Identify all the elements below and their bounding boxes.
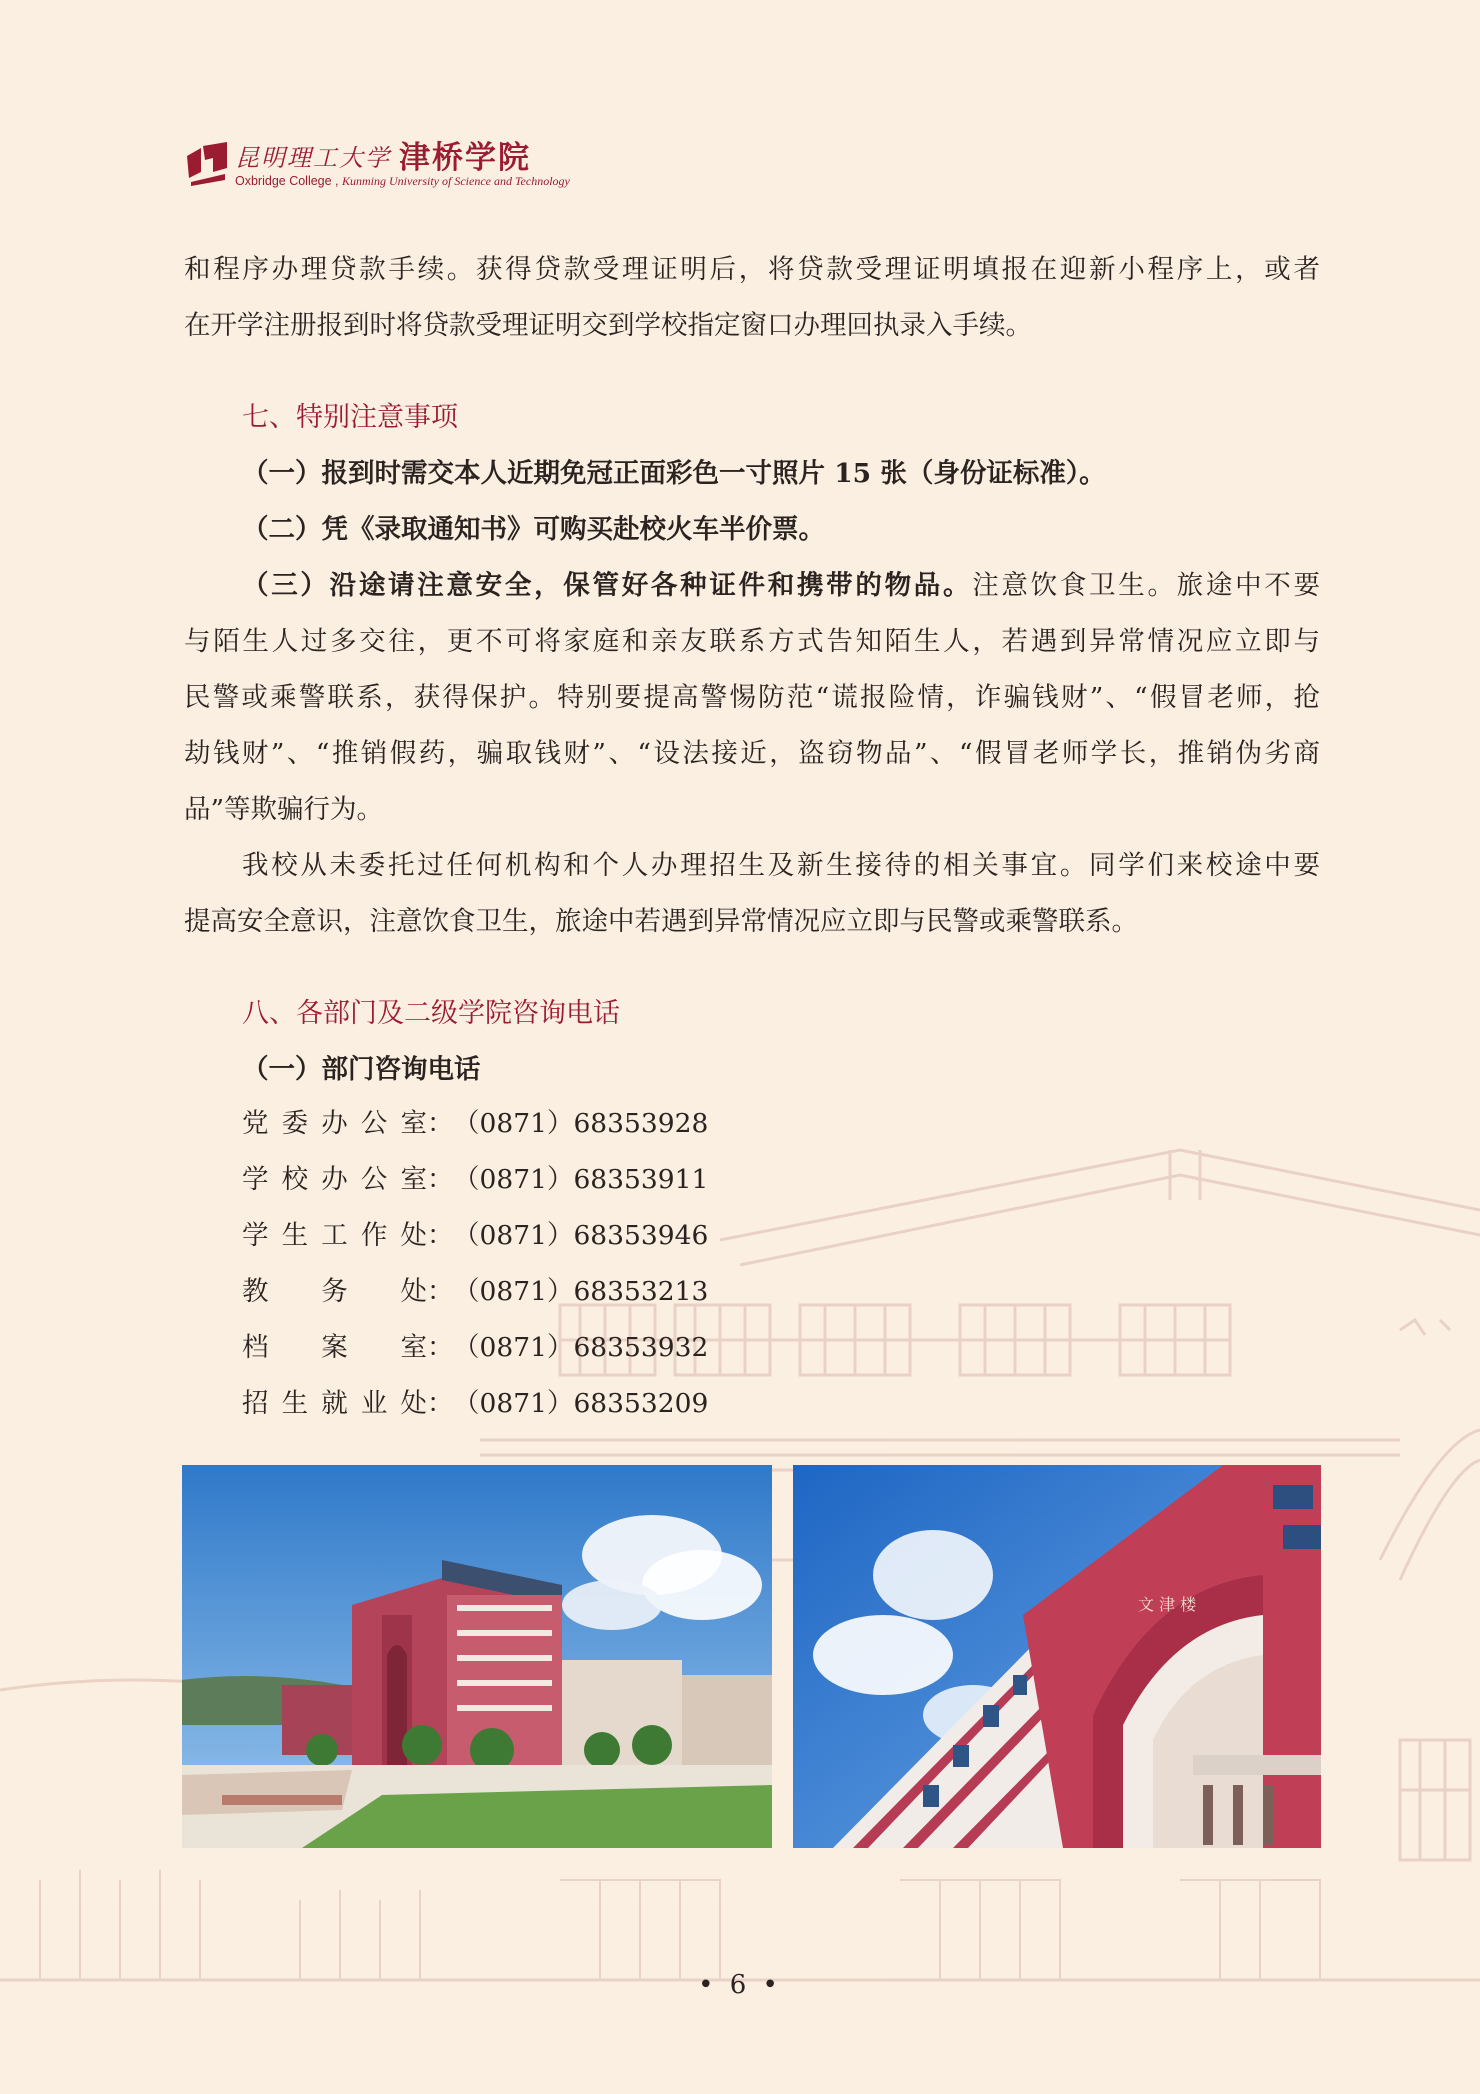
phone-number: （0871）68353946: [453, 1220, 709, 1251]
campus-arch-photo: [793, 1465, 1321, 1848]
colon: ：: [427, 1388, 454, 1419]
phone-row: [242, 1208, 708, 1264]
colon: ：: [427, 1108, 454, 1139]
phone-number: （0871）68353928: [453, 1108, 709, 1139]
phone-row: [242, 1320, 708, 1376]
colon: ：: [427, 1276, 454, 1307]
colon: ：: [427, 1220, 454, 1251]
phone-number: （0871）68353911: [453, 1164, 709, 1195]
phone-row: [242, 1096, 708, 1152]
phone-row: [242, 1264, 708, 1320]
subsection-heading: （一）部门咨询电话: [242, 1054, 481, 1085]
paragraph-line: 我校从未委托过任何机构和个人办理招生及新生接待的相关事宜。同学们来校途中要: [242, 850, 1320, 881]
department-name: 档案室: [242, 1332, 427, 1363]
page-number: • 6 •: [698, 1970, 782, 2000]
logo-college-name-cn: 津桥学院: [399, 140, 531, 176]
list-item: [242, 558, 1320, 614]
colon: ：: [427, 1164, 454, 1195]
list-item: （一）报到时需交本人近期免冠正面彩色一寸照片 15 张（身份证标准）。: [242, 458, 1106, 489]
campus-building-photo: [182, 1465, 772, 1848]
phone-row: [242, 1152, 708, 1208]
logo-university-name-en: Kunming University of Science and Technology: [342, 174, 570, 188]
phone-number: （0871）68353932: [453, 1332, 709, 1363]
list-item: （二）凭《录取通知书》可购买赴校火车半价票。: [242, 514, 825, 545]
department-name: 教务处: [242, 1276, 427, 1307]
paragraph-line: 劫钱财”、“推销假药，骗取钱财”、“设法接近，盗窃物品”、“假冒老师学长，推销伪劣商: [184, 738, 1320, 769]
paragraph-line: 与陌生人过多交往，更不可将家庭和亲友联系方式告知陌生人，若遇到异常情况应立即与: [184, 626, 1320, 657]
colon: ：: [427, 1332, 454, 1363]
paragraph-line: 民警或乘警联系，获得保护。特别要提高警惕防范“谎报险情，诈骗钱财”、“假冒老师，抢: [184, 682, 1320, 713]
paragraph-line: 在开学注册报到时将贷款受理证明交到学校指定窗口办理回执录入手续。: [184, 310, 1032, 341]
svg-text:文 津 楼: 文 津 楼: [1138, 1595, 1197, 1614]
paragraph-line: 和程序办理贷款手续。获得贷款受理证明后，将贷款受理证明填报在迎新小程序上，或者: [184, 254, 1320, 285]
college-logo: [183, 128, 583, 198]
phone-row: [242, 1376, 708, 1432]
logo-college-name-en: Oxbridge College ,: [235, 174, 339, 188]
department-name: 学生工作处: [242, 1220, 427, 1251]
department-name: 学校办公室: [242, 1164, 427, 1195]
section-heading-special-notes: 七、特别注意事项: [242, 402, 458, 433]
department-name: 招生就业处: [242, 1388, 427, 1419]
phone-number: （0871）68353209: [453, 1388, 709, 1419]
paragraph-line: 提高安全意识，注意饮食卫生，旅途中若遇到异常情况应立即与民警或乘警联系。: [184, 906, 1138, 937]
list-item-bold-text: （三）沿途请注意安全，保管好各种证件和携带的物品。: [242, 570, 973, 601]
section-heading-contact-phones: 八、各部门及二级学院咨询电话: [242, 998, 620, 1029]
list-item-text: 注意饮食卫生。旅途中不要: [972, 570, 1321, 601]
logo-university-name-cn: 昆明理工大学: [235, 144, 391, 172]
paragraph-line: 品”等欺骗行为。: [184, 794, 384, 825]
phone-number: （0871）68353213: [453, 1276, 709, 1307]
logo-mark-icon: [183, 138, 231, 188]
department-name: 党委办公室: [242, 1108, 427, 1139]
logo-english-name: [235, 174, 570, 189]
